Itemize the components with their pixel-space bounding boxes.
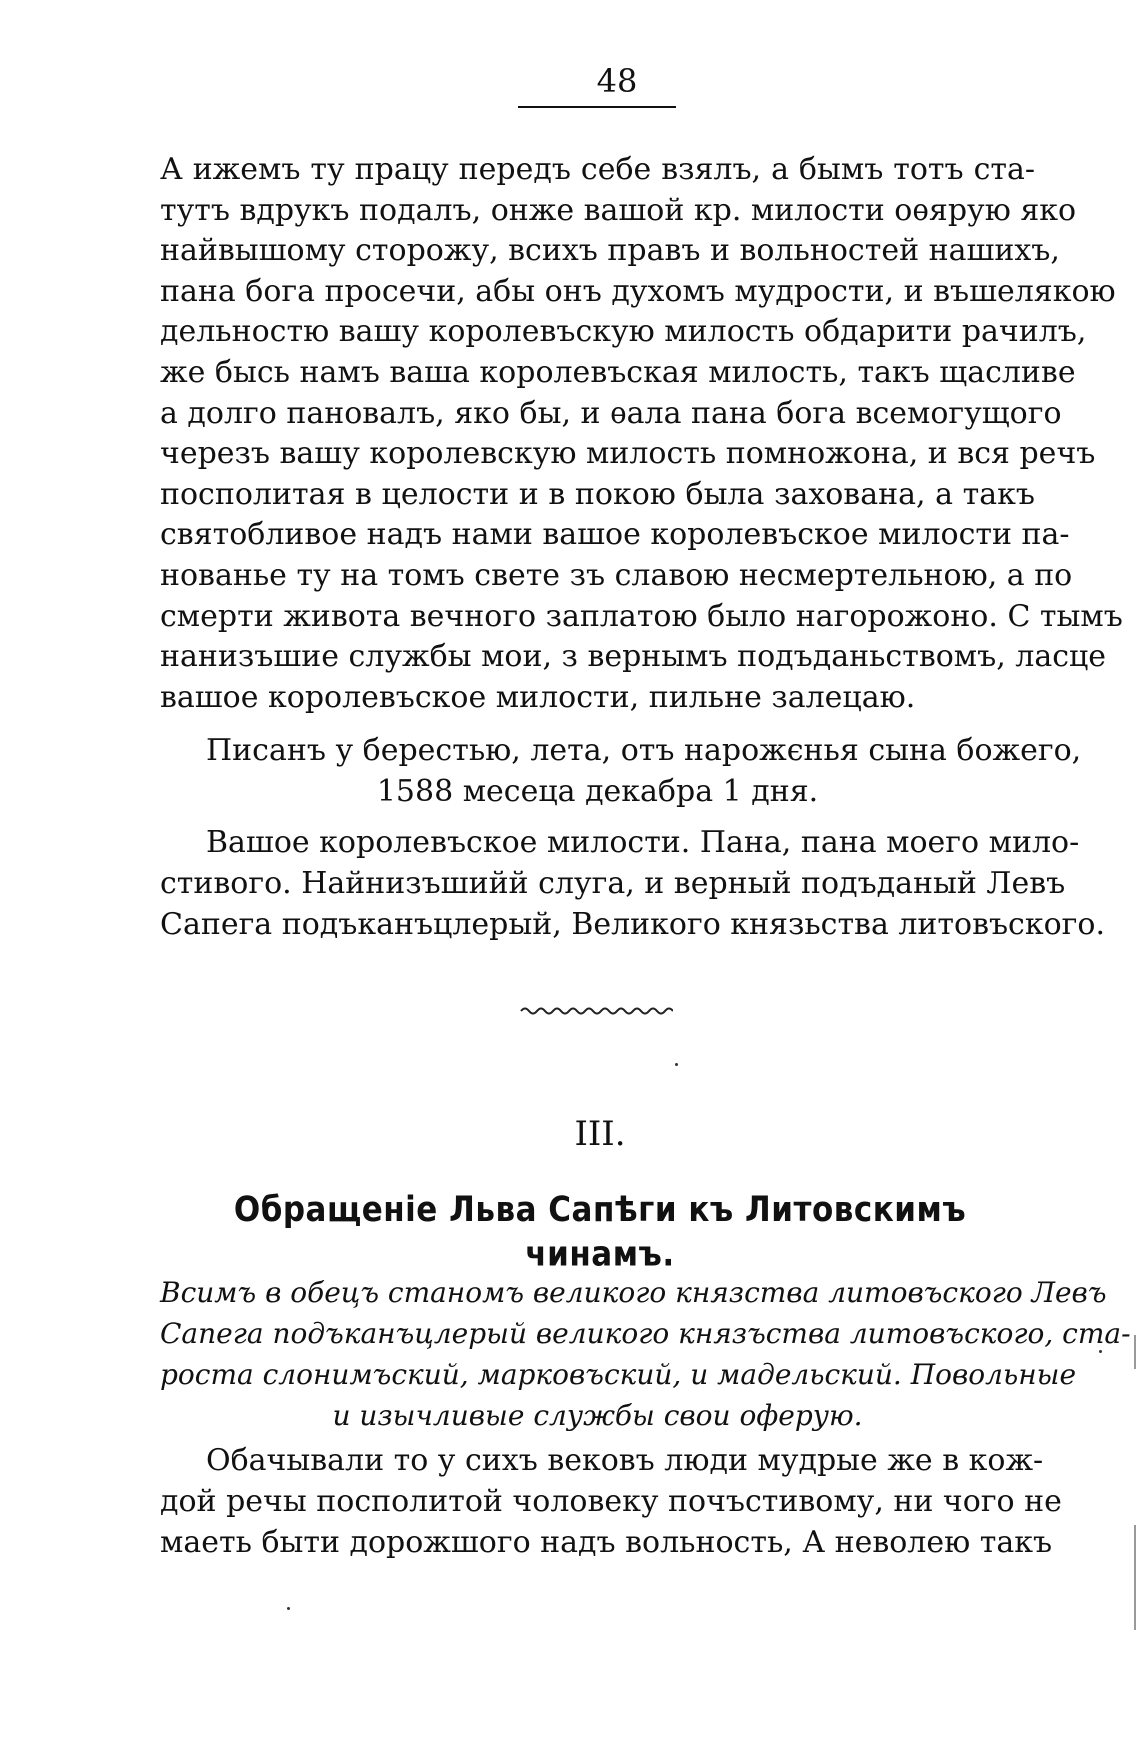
- text-line: дой речы посполитой чоловеку почъстивому, ни чого не: [160, 1484, 1062, 1519]
- text-line: смерти живота вечного заплатою было нагорожоно. С тымъ: [160, 598, 1123, 634]
- text-line: Писанъ у берестью, лета, отъ нарожєнья сына божего,: [206, 733, 1082, 768]
- speck: [1099, 1350, 1102, 1353]
- text-line: А ижемъ ту працу передъ себе взялъ, а бымъ тотъ ста-: [160, 152, 1035, 187]
- scan-edge-mark: [1134, 1525, 1136, 1630]
- text-line: нованье ту на томъ свете зъ славою несмертельною, а по: [160, 557, 1073, 593]
- text-line: Сапега подъканъцлерый, Великого князьства литовъского.: [160, 907, 1105, 942]
- text-line: черезъ вашу королевскую милость помножона, и вся речъ: [160, 436, 1096, 472]
- speck: [287, 1607, 290, 1610]
- text-line: Обачывали то у сихъ вековъ люди мудрые же в кож-: [206, 1443, 1044, 1478]
- wavy-ornament: [519, 1005, 673, 1021]
- text-line: маеть быти дорожшого надъ вольность, А неволею такъ: [160, 1525, 1053, 1560]
- text-line: стивого. Найнизъшийй слуга, и верный подъданый Левъ: [160, 866, 1066, 901]
- text-line: и изычливые службы свои оферую.: [332, 1399, 863, 1432]
- text-line: 1588 месеца декабра 1 дня.: [376, 774, 819, 809]
- text-line: посполитая в целости и в покою была захована, а такъ: [160, 476, 1035, 512]
- section-title: Обращеніе Льва Сапѣги къ Литовскимъ чинамъ.: [233, 1189, 967, 1275]
- text-line: святобливое надъ нами вашое королевъское милости па-: [160, 517, 1070, 553]
- speck: [675, 1063, 678, 1066]
- section-address: [160, 1272, 1131, 1436]
- text-line: найвышому сторожу, всихъ правъ и вольностей нашихъ,: [160, 233, 1060, 269]
- text-line: нанизъшие службы мои, з вернымъ подъданьствомъ, ласце: [160, 639, 1107, 675]
- text-line: Вашое королевъское милости. Пана, пана моего мило-: [206, 825, 1080, 860]
- text-line: дельностю вашу королевъскую милость обдарити рачилъ,: [160, 314, 1087, 350]
- letter-body: [160, 150, 1123, 718]
- text-line: пана бога просечи, абы онъ духомъ мудрости, и въшелякою: [160, 273, 1116, 309]
- letter-signature: [160, 822, 1105, 945]
- page-number: 48: [596, 62, 638, 100]
- page-number-rule: [518, 106, 676, 108]
- text-line: роста слонимъский, марковъский, и мадельский. Повольные: [160, 1358, 1077, 1391]
- section-number: III.: [574, 1114, 626, 1154]
- text-line: Всимъ в обецъ станомъ великого князства литовъского Левъ: [160, 1276, 1107, 1309]
- section-body: [160, 1440, 1062, 1563]
- scan-edge-mark: [1134, 1335, 1136, 1369]
- text-line: а долго пановалъ, яко бы, и ѳала пана бога всемогущого: [160, 395, 1062, 431]
- text-line: тутъ вдрукъ подалъ, онже вашой кр. милости оѳярую яко: [160, 192, 1077, 228]
- text-line: вашое королевъское милости, пильне залецаю.: [160, 679, 916, 715]
- text-line: Сапега подъканъцлерый великого князъства литовъского, ста-: [160, 1317, 1131, 1350]
- text-line: же бысь намъ ваша королевъская милость, такъ щасливе: [160, 354, 1076, 390]
- letter-dateline: [160, 730, 1082, 812]
